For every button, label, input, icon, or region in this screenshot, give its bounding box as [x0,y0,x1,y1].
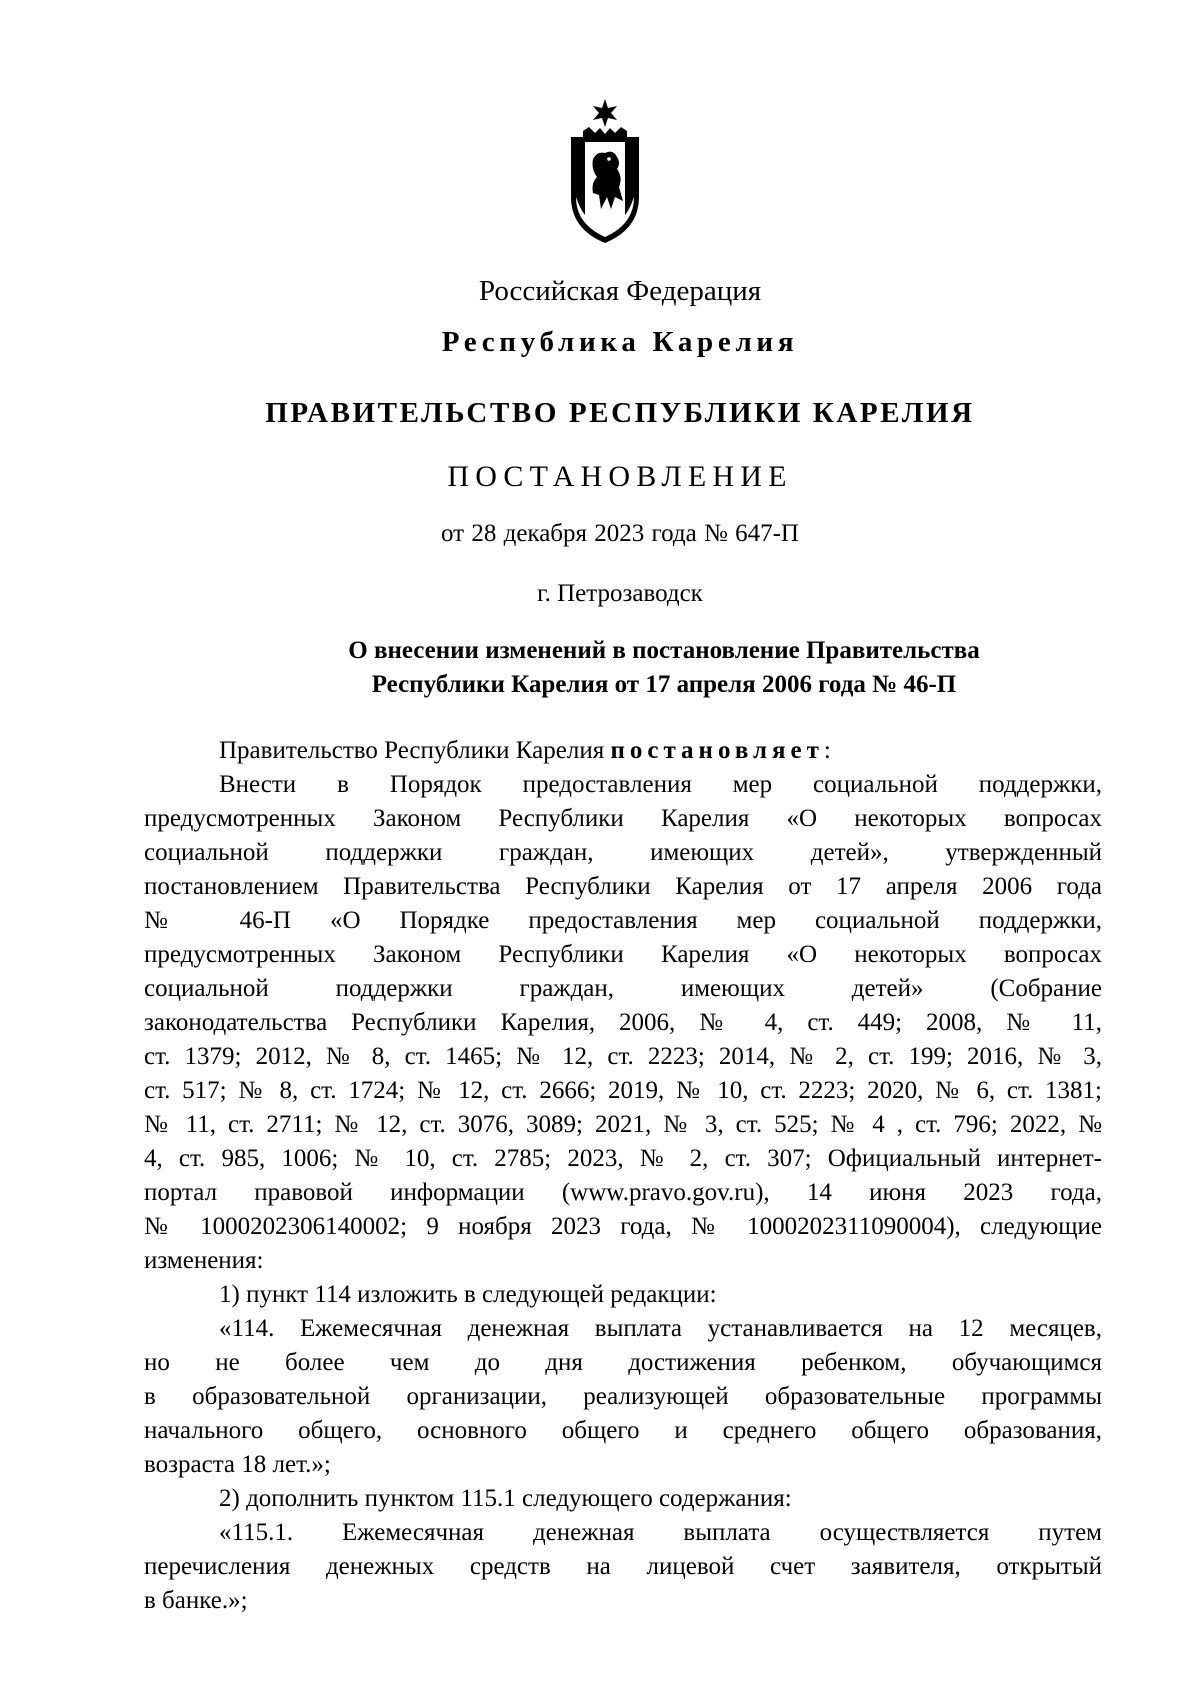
body-line: № 1000202306140002; 9 ноября 2023 года, № 1000202311090004), следующие [144,1213,1102,1240]
body-line: социальной поддержки граждан, имеющих детей» (Собрание [144,975,1102,1002]
body-line: но не более чем до дня достижения ребенком, обучающимся [144,1349,1102,1376]
body-line: перечисления денежных средств на лицевой счет заявителя, открытый [144,1553,1102,1580]
body-line: 1) пункт 114 изложить в следующей редакции: [219,1281,717,1308]
body-line: начального общего, основного общего и среднего общего образования, [144,1417,1102,1444]
title-line: О внесении изменений в постановление Правительства [348,637,980,664]
body-line: 4, ст. 985, 1006; № 10, ст. 2785; 2023, № 2, ст. 307; Официальный интернет- [144,1145,1102,1172]
city: г. Петрозаводск [537,580,703,607]
preamble-text: Правительство Республики Карелия [219,737,605,764]
body-line: изменения: [144,1247,264,1274]
government-heading: ПРАВИТЕЛЬСТВО РЕСПУБЛИКИ КАРЕЛИЯ [265,397,975,429]
body-line: ст. 1379; 2012, № 8, ст. 1465; № 12, ст. 2223; 2014, № 2, ст. 199; 2016, № 3, [144,1043,1102,1070]
body-line: предусмотренных Законом Республики Карелия «О некоторых вопросах [144,941,1102,968]
body-line: предусмотренных Законом Республики Карелия «О некоторых вопросах [144,805,1102,832]
document-type: ПОСТАНОВЛЕНИЕ [447,460,793,493]
body-line: «115.1. Ежемесячная денежная выплата осуществляется путем [219,1519,1102,1546]
body-line: № 46-П «О Порядке предоставления мер социальной поддержки, [144,907,1102,934]
preamble-tail: : [823,737,831,764]
document-body [144,734,1102,1618]
body-line: ст. 517; № 8, ст. 1724; № 12, ст. 2666; 2019, № 10, ст. 2223; 2020, № 6, ст. 1381; [144,1077,1102,1104]
body-line: в банке.»; [144,1587,248,1614]
federation-heading: Российская Федерация [478,275,762,307]
body-line: Внести в Порядок предоставления мер социальной поддержки, [219,771,1102,798]
body-line: законодательства Республики Карелия, 2006, № 4, ст. 449; 2008, № 11, [144,1009,1102,1036]
title-line: Республики Карелия от 17 апреля 2006 года № 46-П [371,671,957,698]
body-line: возраста 18 лет.»; [144,1451,331,1478]
body-line: портал правовой информации (www.pravo.gov.ru), 14 июня 2023 года, [144,1179,1102,1206]
preamble-verb: постановляет [610,737,824,764]
date-and-number: от 28 декабря 2023 года № 647-П [441,520,799,547]
body-line: постановлением Правительства Республики Карелия от 17 апреля 2006 года [144,873,1102,900]
body-line: 2) дополнить пунктом 115.1 следующего содержания: [219,1485,792,1512]
republic-heading: Республика Карелия [441,326,799,358]
body-line: в образовательной организации, реализующей образовательные программы [144,1383,1102,1410]
karelia-coat-of-arms-icon [563,97,647,245]
preamble [144,734,1102,768]
body-line: социальной поддержки граждан, имеющих детей», утвержденный [144,839,1102,866]
body-line: № 11, ст. 2711; № 12, ст. 3076, 3089; 2021, № 3, ст. 525; № 4 , ст. 796; 2022, № [144,1111,1102,1138]
body-line: «114. Ежемесячная денежная выплата устанавливается на 12 месяцев, [219,1315,1102,1342]
document-title [264,634,1064,702]
